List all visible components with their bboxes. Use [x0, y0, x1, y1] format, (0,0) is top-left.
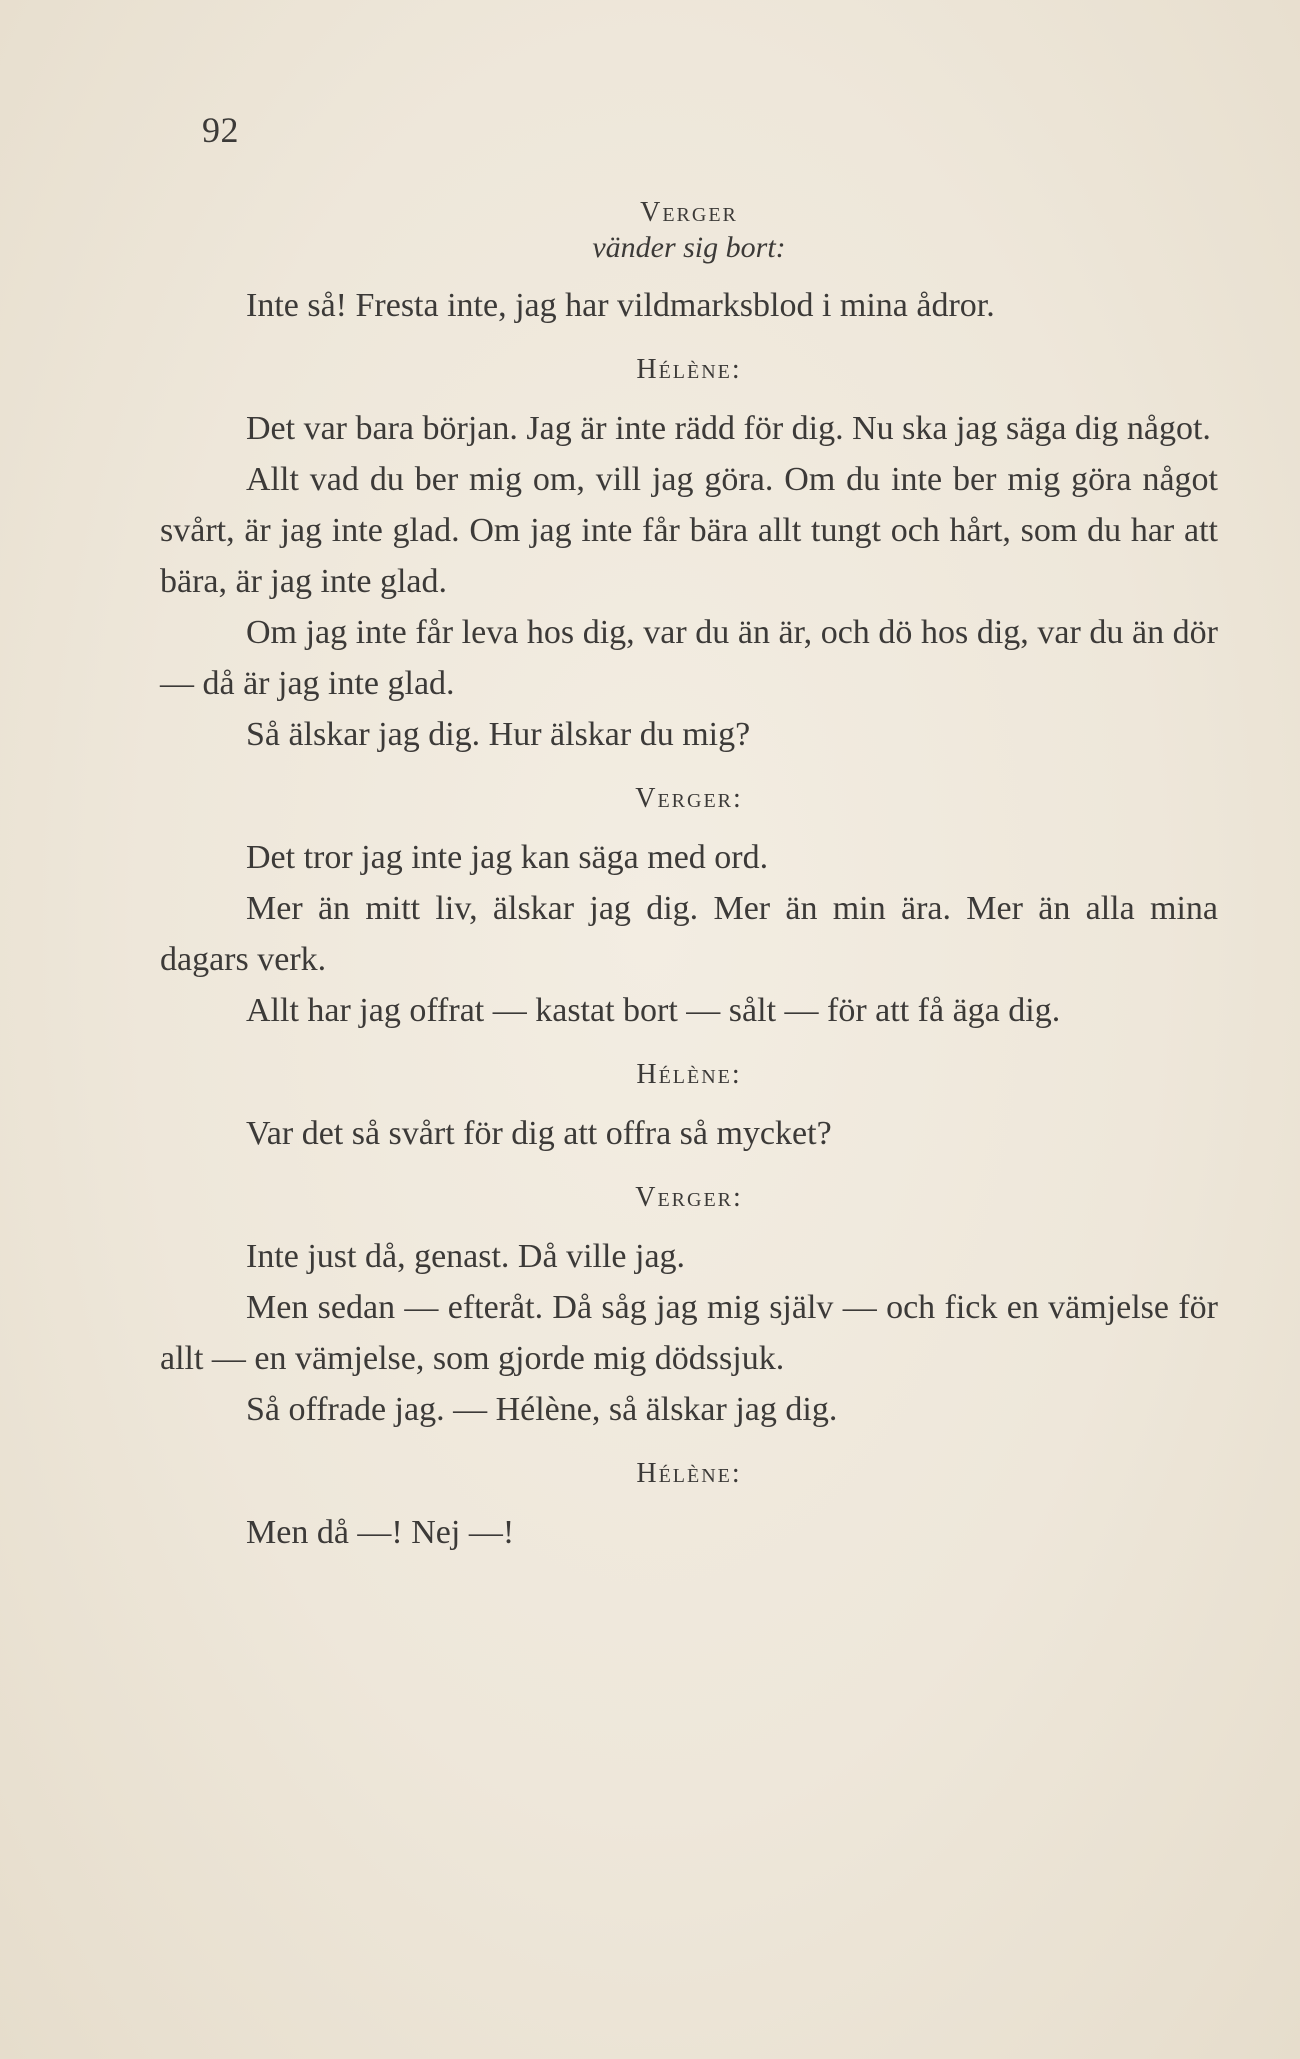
- dialogue-paragraph: Det tror jag inte jag kan säga med ord.: [246, 839, 769, 876]
- dialogue-paragraph: Allt har jag offrat — kastat bort — sålt — för att få äga dig.: [246, 992, 1061, 1029]
- speaker-name: Verger:: [635, 1182, 743, 1213]
- dialogue-paragraph: Om jag inte får leva hos dig, var du än är, och dö hos dig, var du än dör — då är jag inte glad.: [160, 614, 1218, 702]
- page-number: 92: [202, 110, 239, 150]
- speaker-name: Verger: [640, 197, 738, 228]
- speaker-name: Hélène:: [636, 1059, 742, 1090]
- dialogue-paragraph: Inte så! Fresta inte, jag har vildmarksblod i mina ådror.: [246, 287, 995, 324]
- speaker-name: Hélène:: [636, 1458, 742, 1489]
- dialogue-paragraph: Inte just då, genast. Då ville jag.: [246, 1238, 686, 1275]
- dialogue-paragraph: Så älskar jag dig. Hur älskar du mig?: [246, 716, 751, 753]
- speaker-name: Verger:: [635, 783, 743, 814]
- dialogue-paragraph: Allt vad du ber mig om, vill jag göra. Om du inte ber mig göra något svårt, är jag inte glad. Om jag inte får bära allt tungt och hårt, som du har att bära, är jag inte glad.: [160, 461, 1218, 600]
- dialogue-paragraph: Det var bara början. Jag är inte rädd för dig. Nu ska jag säga dig något.: [246, 410, 1211, 447]
- dialogue-paragraph: Var det så svårt för dig att offra så mycket?: [246, 1115, 832, 1152]
- play-text: [160, 196, 1218, 1558]
- dialogue-paragraph: Mer än mitt liv, älskar jag dig. Mer än min ära. Mer än alla mina dagars verk.: [160, 890, 1218, 978]
- stage-direction: vänder sig bort:: [592, 231, 786, 264]
- dialogue-paragraph: Men sedan — efteråt. Då såg jag mig själv — och fick en vämjelse för allt — en vämjelse, som gjorde mig dödssjuk.: [160, 1289, 1218, 1377]
- dialogue-paragraph: Så offrade jag. — Hélène, så älskar jag dig.: [246, 1391, 838, 1428]
- speaker-name: Hélène:: [636, 354, 742, 385]
- dialogue-paragraph: Men då —! Nej —!: [246, 1514, 515, 1551]
